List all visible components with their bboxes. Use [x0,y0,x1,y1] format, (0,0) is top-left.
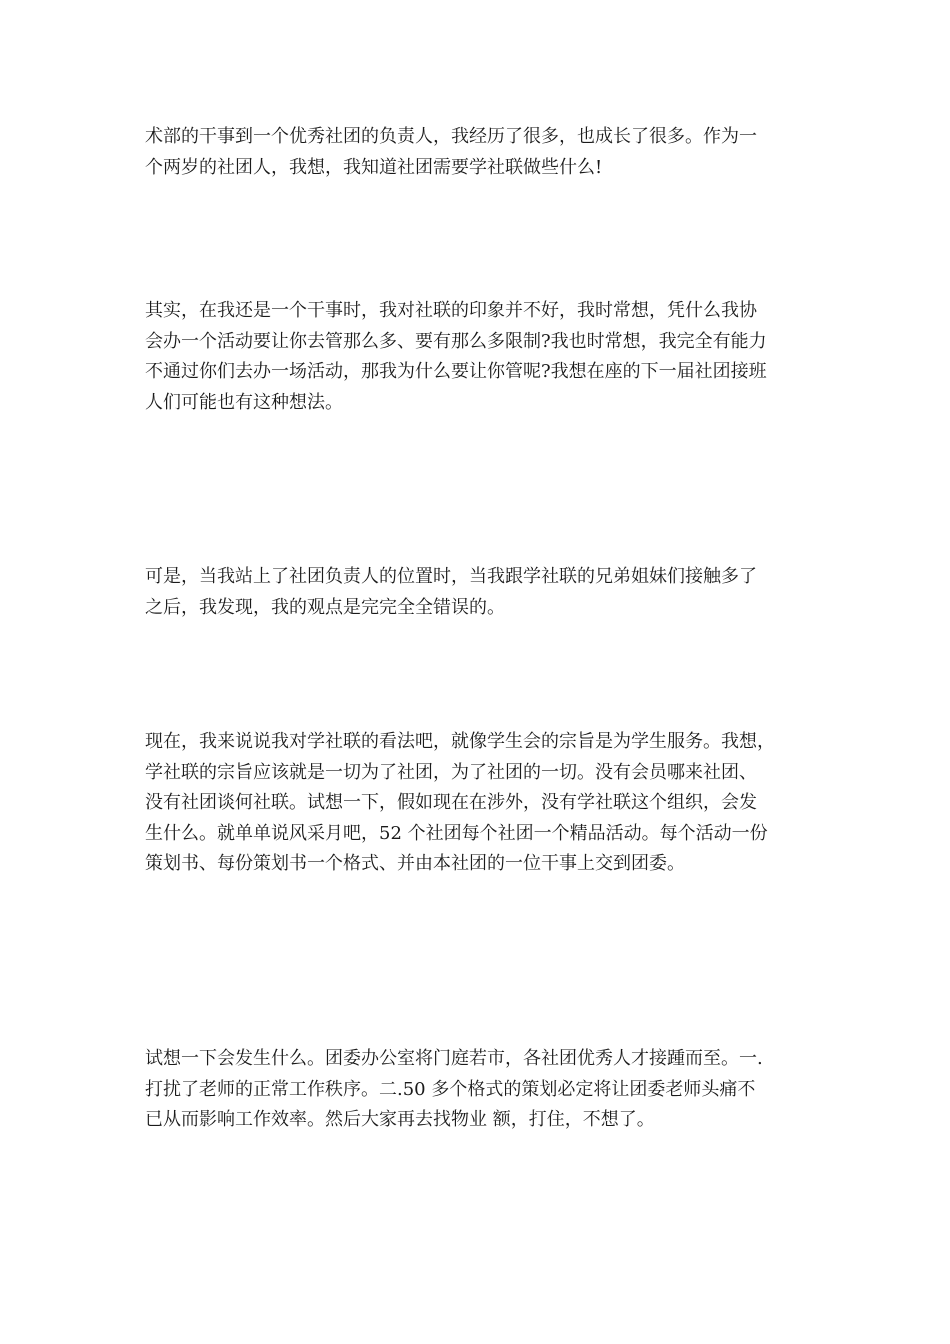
paragraph-line: 策划书、每份策划书一个格式、并由本社团的一位干事上交到团委。 [145,853,685,874]
paragraph-line: 试想一下会发生什么。团委办公室将门庭若市，各社团优秀人才接踵而至。一. [145,1048,763,1069]
paragraph-2 [145,296,815,418]
paragraph-line: 已从而影响工作效率。然后大家再去找物业 额，打住，不想了。 [145,1109,655,1130]
paragraph-line: 打扰了老师的正常工作秩序。二.50 多个格式的策划必定将让团委老师头痛不 [145,1078,756,1100]
paragraph-line: 之后，我发现，我的观点是完完全全错误的。 [145,596,505,618]
paragraph-3 [145,562,815,623]
paragraph-line: 可是，当我站上了社团负责人的位置时，当我跟学社联的兄弟姐妹们接触多了 [145,566,757,587]
paragraph-line: 术部的干事到一个优秀社团的负责人，我经历了很多，也成长了很多。作为一 [145,126,757,147]
paragraph-line: 现在，我来说说我对学社联的看法吧，就像学生会的宗旨是为学生服务。我想， [145,731,775,752]
paragraph-5 [145,1044,815,1136]
paragraph-line: 个两岁的社团人，我想，我知道社团需要学社联做些什么! [145,156,603,178]
paragraph-line: 学社联的宗旨应该就是一切为了社团，为了社团的一切。没有会员哪来社团、 [145,761,757,783]
paragraph-line: 人们可能也有这种想法。 [145,391,343,413]
paragraph-4 [145,727,815,880]
paragraph-line: 会办一个活动要让你去管那么多、要有那么多限制?我也时常想，我完全有能力 [145,330,767,352]
paragraph-line: 不通过你们去办一场活动，那我为什么要让你管呢?我想在座的下一届社团接班 [145,361,767,382]
paragraph-line: 没有社团谈何社联。试想一下，假如现在在涉外，没有学社联这个组织，会发 [145,792,757,813]
paragraph-line: 生什么。就单单说风采月吧，52 个社团每个社团一个精品活动。每个活动一份 [145,822,768,844]
paragraph-line: 其实，在我还是一个干事时，我对社联的印象并不好，我时常想，凭什么我协 [145,300,757,321]
paragraph-1 [145,122,815,183]
